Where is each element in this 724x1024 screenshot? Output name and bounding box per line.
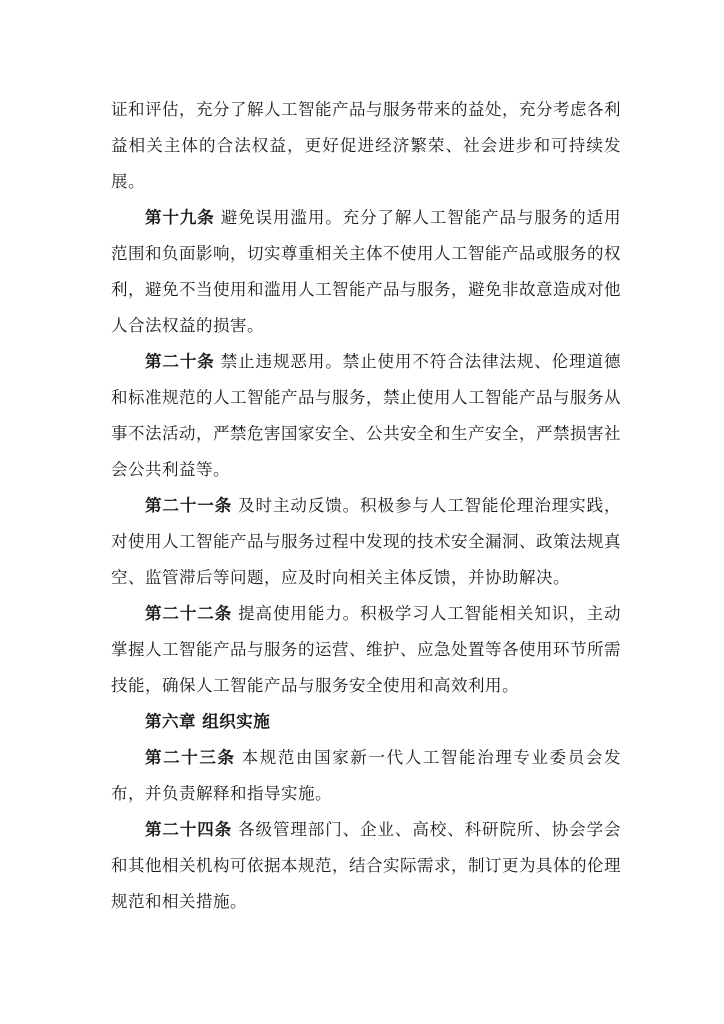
article-number: 第二十二条 bbox=[145, 604, 233, 623]
document-body bbox=[111, 92, 621, 920]
article-number: 第二十条 bbox=[145, 352, 215, 371]
article-text: 及时主动反馈。积极参与人工智能伦理治理实践，对使用人工智能产品与服务过程中发现的技术安全漏洞、政策法规真空、监管滞后等问题，应及时向相关主体反馈，并协助解决。 bbox=[111, 496, 622, 587]
article-number: 第二十一条 bbox=[145, 496, 233, 515]
article-text: 本规范由国家新一代人工智能治理专业委员会发布，并负责解释和指导实施。 bbox=[111, 748, 622, 803]
article-24 bbox=[111, 812, 621, 920]
article-text: 各级管理部门、企业、高校、科研院所、协会学会和其他相关机构可依据本规范，结合实际需求，制订更为具体的伦理规范和相关措施。 bbox=[111, 820, 622, 911]
paragraph-continuation bbox=[111, 92, 621, 200]
article-text: 禁止违规恶用。禁止使用不符合法律法规、伦理道德和标准规范的人工智能产品与服务，禁止使用人工智能产品与服务从事不法活动，严禁危害国家安全、公共安全和生产安全，严禁损害社会公共利益等。 bbox=[111, 352, 622, 479]
article-20 bbox=[111, 344, 621, 488]
paragraph-text: 证和评估，充分了解人工智能产品与服务带来的益处，充分考虑各利益相关主体的合法权益，更好促进经济繁荣、社会进步和可持续发展。 bbox=[111, 100, 621, 191]
article-text: 避免误用滥用。充分了解人工智能产品与服务的适用范围和负面影响，切实尊重相关主体不使用人工智能产品或服务的权利，避免不当使用和滥用人工智能产品与服务，避免非故意造成对他人合法权益的损害。 bbox=[111, 208, 622, 335]
article-21 bbox=[111, 488, 621, 596]
article-22 bbox=[111, 596, 621, 704]
article-23 bbox=[111, 740, 621, 812]
article-text: 提高使用能力。积极学习人工智能相关知识，主动掌握人工智能产品与服务的运营、维护、应急处置等各使用环节所需技能，确保人工智能产品与服务安全使用和高效利用。 bbox=[111, 604, 622, 695]
article-19 bbox=[111, 200, 621, 344]
article-number: 第二十四条 bbox=[145, 820, 233, 839]
article-number: 第十九条 bbox=[145, 208, 215, 227]
chapter-heading: 第六章 组织实施 bbox=[145, 712, 271, 731]
article-number: 第二十三条 bbox=[145, 748, 236, 767]
